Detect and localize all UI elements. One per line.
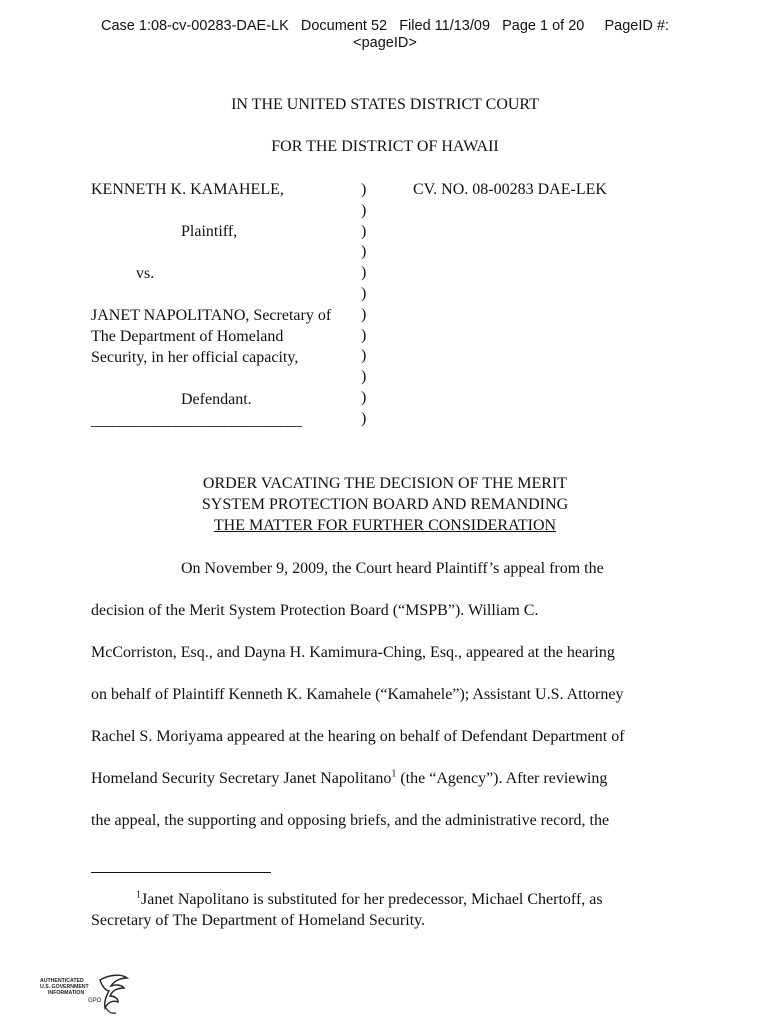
body-line-6: Homeland Security Secretary Janet Napolitano$^1$ (the “Agency”). After reviewing — [91, 768, 608, 787]
defendant-capacity: Security, in her official capacity, — [91, 349, 299, 366]
body-line-2: decision of the Merit System Protection Board (“MSPB”). William C. — [91, 602, 539, 619]
caption-rule: ______________________________ — [91, 412, 301, 429]
body-line-7: the appeal, the supporting and opposing briefs, and the administrative record, the — [91, 812, 610, 829]
versus-label: vs. — [136, 265, 155, 282]
eagle-icon — [96, 972, 130, 1016]
order-title-line-1: ORDER VACATING THE DECISION OF THE MERIT — [202, 475, 568, 492]
footnote-line-1: $^1$Janet Napolitano is substituted for her predecessor, Michael Chertoff, as — [136, 889, 603, 908]
body-line-5: Rachel S. Moriyama appeared at the hearing on behalf of Defendant Department of — [91, 728, 625, 745]
defendant-department: The Department of Homeland — [91, 328, 284, 345]
footnote-line-2: Secretary of The Department of Homeland Security. — [91, 912, 426, 929]
footnote-divider — [91, 872, 271, 873]
body-line-3: McCorriston, Esq., and Dayna H. Kamimura-Ching, Esq., appeared at the hearing — [91, 644, 615, 661]
court-district: FOR THE DISTRICT OF HAWAII — [271, 138, 499, 155]
order-title-line-3: THE MATTER FOR FURTHER CONSIDERATION — [213, 517, 557, 534]
body-line-1: On November 9, 2009, the Court heard Plaintiff’s appeal from the — [181, 560, 604, 577]
gpo-authentication-seal: AUTHENTICATED U.S. GOVERNMENT INFORMATION GPO — [40, 972, 132, 1018]
page-id: <pageID> — [353, 35, 417, 51]
caption-parentheses: ) ) ) ) ) ) ) ) ) ) ) ) — [361, 181, 367, 427]
defendant-name: JANET NAPOLITANO, Secretary of — [91, 307, 332, 324]
order-title-line-2: SYSTEM PROTECTION BOARD AND REMANDING — [201, 496, 569, 513]
plaintiff-name: KENNETH K. KAMAHELE, — [91, 181, 284, 198]
body-line-4: on behalf of Plaintiff Kenneth K. Kamahele (“Kamahele”); Assistant U.S. Attorney — [91, 686, 624, 703]
court-name: IN THE UNITED STATES DISTRICT COURT — [231, 96, 539, 113]
plaintiff-role: Plaintiff, — [181, 223, 238, 240]
defendant-role: Defendant. — [181, 391, 252, 408]
case-number: CV. NO. 08-00283 DAE-LEK — [413, 181, 607, 198]
case-header: Case 1:08-cv-00283-DAE-LK Document 52 Filed 11/13/09 Page 1 of 20 PageID #: — [101, 18, 669, 34]
footnote-reference[interactable]: 1 — [391, 768, 397, 780]
